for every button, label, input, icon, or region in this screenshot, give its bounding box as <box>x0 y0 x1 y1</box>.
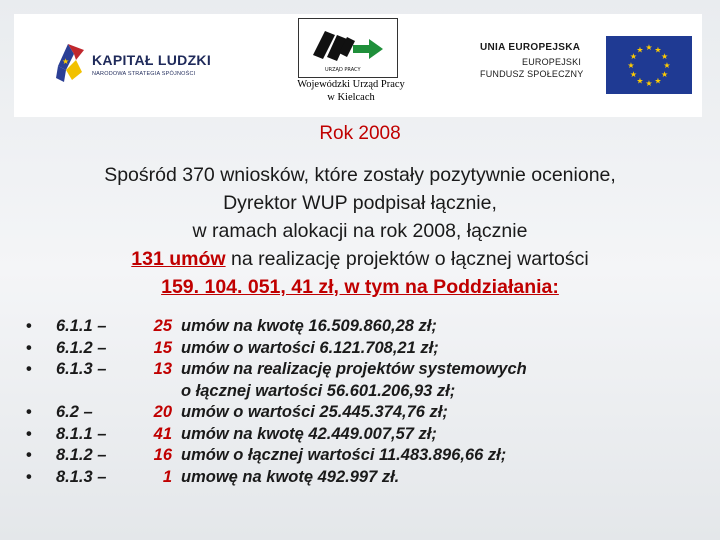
bullet: • <box>26 446 32 464</box>
bullet: • <box>26 360 32 378</box>
wup-name-line1: Wojewódzki Urząd Pracy <box>297 79 405 90</box>
subaction-desc: umów o wartości 25.445.374,76 zł; <box>181 403 448 421</box>
subaction-desc: umów o łącznej wartości 11.483.896,66 zł; <box>181 446 507 464</box>
intro-line4-rest: na realizację projektów o łącznej wartości <box>225 248 589 270</box>
subaction-desc: umów na kwotę 16.509.860,28 zł; <box>181 317 437 335</box>
kapital-ludzki-logo <box>54 36 214 96</box>
subaction-desc: umowę na kwotę 492.997 zł. <box>181 467 400 486</box>
eu-flag-icon <box>606 36 692 94</box>
logo-bar <box>14 14 702 117</box>
kapital-ludzki-subtitle: NARODOWA STRATEGIA SPÓJNOŚCI <box>92 71 196 77</box>
eu-star-icon: ★ <box>629 70 637 79</box>
wup-name <box>276 78 426 104</box>
list-item <box>26 359 706 402</box>
eu-star-icon: ★ <box>627 61 635 70</box>
subaction-code: 6.1.1 – <box>56 317 107 335</box>
wup-name-line2: w Kielcach <box>327 92 375 103</box>
intro-text <box>0 161 720 301</box>
list-item <box>26 424 706 446</box>
eu-star-icon: ★ <box>645 43 653 52</box>
subaction-code: 6.1.3 – <box>56 360 107 378</box>
eu-logo-text <box>480 42 583 79</box>
eu-star-icon: ★ <box>629 52 637 61</box>
bullet: • <box>26 317 32 335</box>
intro-line4 <box>0 245 720 273</box>
subaction-desc-line1: umów na realizację projektów systemowych <box>181 360 527 378</box>
intro-line3: w ramach alokacji na rok 2008, łącznie <box>192 220 528 242</box>
eu-star-icon: ★ <box>661 70 669 79</box>
subaction-desc-line2: o łącznej wartości 56.601.206,93 zł; <box>181 381 456 400</box>
eu-star-icon: ★ <box>645 79 653 88</box>
subaction-count: 41 <box>153 424 172 443</box>
intro-line2: Dyrektor WUP podpisał łącznie, <box>223 192 497 214</box>
subaction-desc: umów o wartości 6.121.708,21 zł; <box>181 338 439 357</box>
year-heading: Rok 2008 <box>319 123 401 144</box>
subaction-list <box>26 316 706 488</box>
wup-logo-text: URZĄD PRACY <box>325 67 361 73</box>
subaction-code: 8.1.2 – <box>56 446 107 464</box>
eu-line1: UNIA EUROPEJSKA <box>480 42 581 53</box>
subaction-count: 25 <box>153 317 172 335</box>
eu-line3: FUNDUSZ SPOŁECZNY <box>480 69 584 79</box>
eu-star-icon: ★ <box>663 61 671 70</box>
total-contracts-count: 131 umów <box>131 248 226 270</box>
subaction-count: 20 <box>153 403 172 421</box>
subaction-count: 13 <box>153 360 172 378</box>
eu-star-icon: ★ <box>661 52 669 61</box>
total-value: 159. 104. 051, 41 zł, w tym na Poddziałania: <box>161 276 559 298</box>
eu-star-icon: ★ <box>636 45 644 55</box>
bullet: • <box>26 467 32 486</box>
subaction-count: 1 <box>162 467 172 486</box>
list-item <box>26 316 706 338</box>
bullet: • <box>26 403 32 421</box>
wup-logo <box>298 18 398 78</box>
list-item <box>26 445 706 467</box>
kapital-ludzki-title: KAPITAŁ LUDZKI <box>92 52 212 68</box>
subaction-count: 15 <box>153 338 172 357</box>
eu-star-icon: ★ <box>654 76 662 86</box>
list-item <box>26 402 706 424</box>
subaction-code: 6.1.2 – <box>56 338 107 357</box>
subaction-desc: umów na kwotę 42.449.007,57 zł; <box>181 424 437 443</box>
eu-star-icon: ★ <box>654 45 662 55</box>
list-item <box>26 467 706 489</box>
subaction-count: 16 <box>153 446 172 464</box>
eu-star-icon: ★ <box>636 76 644 86</box>
subaction-desc <box>181 359 527 402</box>
list-item <box>26 338 706 360</box>
subaction-code: 6.2 – <box>56 403 93 421</box>
bullet: • <box>26 338 32 357</box>
eu-line2: EUROPEJSKI <box>522 57 582 67</box>
bullet: • <box>26 424 32 443</box>
kapital-ludzki-emblem-icon <box>54 36 88 86</box>
intro-line1: Spośród 370 wniosków, które zostały pozytywnie ocenione, <box>104 164 616 186</box>
subaction-code: 8.1.3 – <box>56 467 107 486</box>
intro-line5 <box>0 273 720 301</box>
subaction-code: 8.1.1 – <box>56 424 107 443</box>
svg-text:★: ★ <box>62 57 70 66</box>
